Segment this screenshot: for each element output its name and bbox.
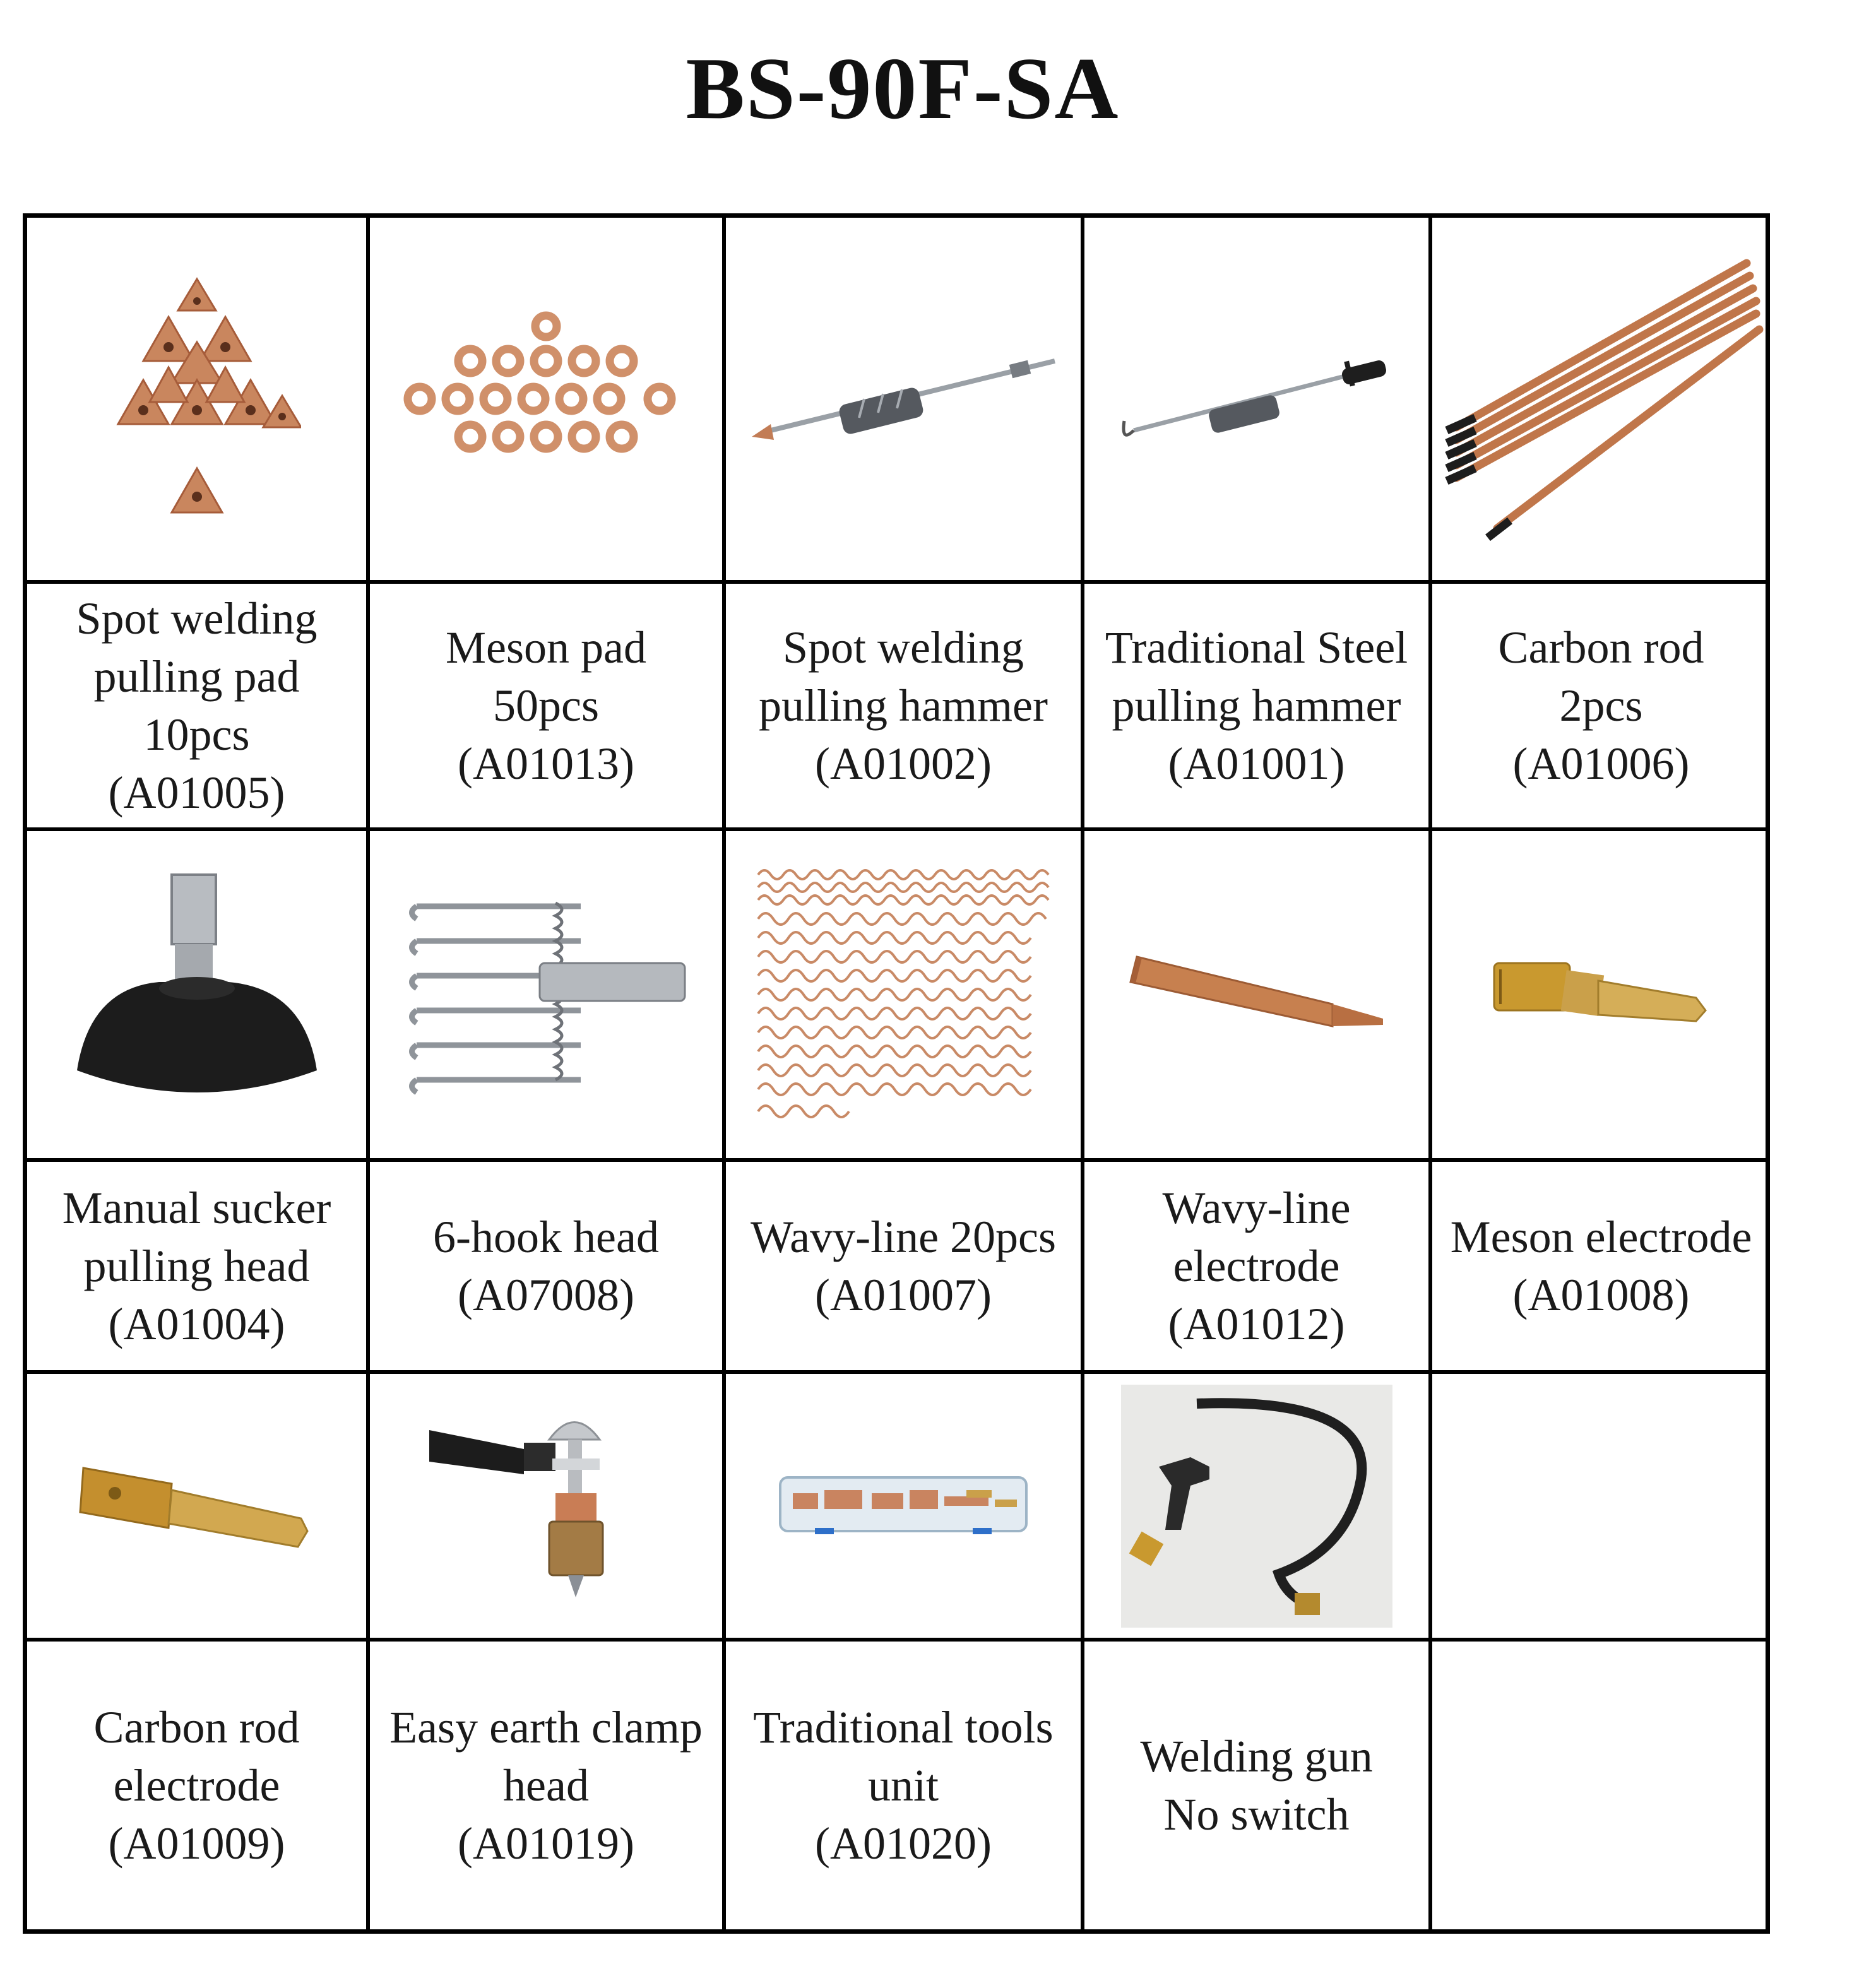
item-label: Manual sucker pulling head (A01004) xyxy=(62,1183,331,1349)
earth-clamp-icon xyxy=(429,1405,663,1607)
item-label-cell xyxy=(1084,1642,1428,1929)
item-label-cell xyxy=(726,1642,1081,1929)
item-label: Traditional tools unit (A01020) xyxy=(753,1702,1054,1869)
empty-cell xyxy=(1432,1642,1770,1929)
item-label-cell xyxy=(370,1642,722,1929)
brass-electrode-icon xyxy=(1488,944,1715,1045)
image-cell xyxy=(27,1374,366,1638)
brass-rod-electrode-icon xyxy=(77,1443,317,1569)
image-cell xyxy=(370,831,722,1158)
hook-hammer-icon xyxy=(1102,336,1411,462)
item-label: Carbon rod 2pcs (A01006) xyxy=(1498,622,1704,789)
welding-gun-icon xyxy=(1121,1385,1392,1628)
page-title: BS-90F-SA xyxy=(686,40,1120,138)
item-label-cell xyxy=(1432,1162,1770,1370)
item-label: Easy earth clamp head (A01019) xyxy=(389,1702,703,1869)
tool-box-icon xyxy=(777,1471,1030,1541)
item-label-cell xyxy=(1084,1162,1428,1370)
parts-table xyxy=(23,213,1770,1934)
item-label: Meson pad 50pcs (A01013) xyxy=(446,622,646,789)
item-label: Wavy-line 20pcs (A01007) xyxy=(750,1212,1057,1320)
washer-pads-icon xyxy=(401,311,691,487)
copper-electrode-icon xyxy=(1124,944,1389,1045)
image-cell xyxy=(726,831,1081,1158)
suction-cup-icon xyxy=(64,862,329,1127)
item-label-cell xyxy=(27,1642,366,1929)
item-label: Spot welding pulling pad 10pcs (A01005) xyxy=(76,593,318,818)
item-label: Carbon rod electrode (A01009) xyxy=(93,1702,300,1869)
item-label-cell xyxy=(370,584,722,827)
empty-cell xyxy=(1432,1374,1770,1638)
image-cell xyxy=(27,831,366,1158)
item-label-cell xyxy=(27,1162,366,1370)
carbon-rods-icon xyxy=(1437,251,1766,547)
item-label-cell xyxy=(1432,584,1770,827)
triangle-pads-icon xyxy=(93,273,301,525)
image-cell xyxy=(1432,218,1770,580)
item-label: Wavy-line electrode (A01012) xyxy=(1162,1183,1351,1349)
image-cell xyxy=(1084,1374,1428,1638)
item-label: Spot welding pulling hammer (A01002) xyxy=(759,622,1048,789)
item-label: Meson electrode (A01008) xyxy=(1450,1212,1752,1320)
item-label-cell xyxy=(1084,584,1428,827)
item-label-cell xyxy=(726,1162,1081,1370)
item-label: 6-hook head (A07008) xyxy=(433,1212,659,1320)
image-cell xyxy=(726,218,1081,580)
slide-hammer-icon xyxy=(745,336,1061,462)
item-label: Traditional Steel pulling hammer (A01001) xyxy=(1105,622,1408,789)
wavy-wires-icon xyxy=(752,862,1055,1127)
image-cell xyxy=(1084,831,1428,1158)
item-label: Welding gun No switch xyxy=(1140,1731,1373,1840)
item-label-cell xyxy=(27,584,366,827)
image-cell xyxy=(726,1374,1081,1638)
item-label-cell xyxy=(370,1162,722,1370)
image-cell xyxy=(370,218,722,580)
six-hook-head-icon xyxy=(404,890,688,1099)
image-cell xyxy=(1432,831,1770,1158)
item-label-cell xyxy=(726,584,1081,827)
image-cell xyxy=(370,1374,722,1638)
image-cell xyxy=(1084,218,1428,580)
image-cell xyxy=(27,218,366,580)
